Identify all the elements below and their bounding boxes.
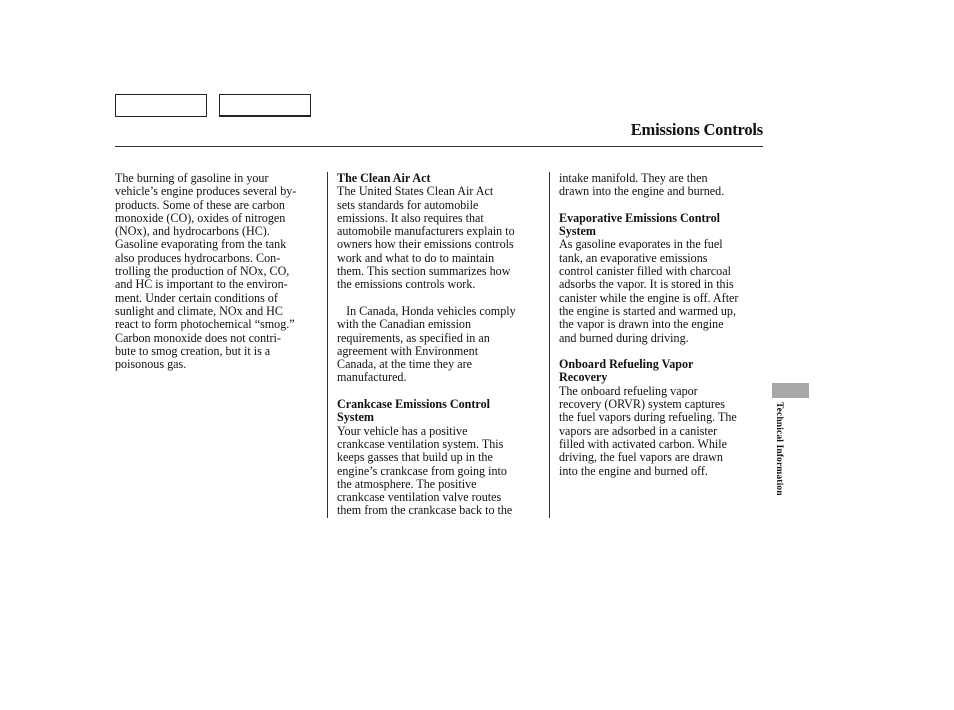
section-heading-line: System <box>337 410 374 425</box>
page-title: Emissions Controls <box>630 120 763 139</box>
section-heading-line: Onboard Refueling Vapor <box>559 357 694 372</box>
body-text-line: ment. Under certain conditions of <box>115 290 278 305</box>
body-text-line: automobile manufacturers explain to <box>337 224 515 239</box>
body-text-line: vapors are adsorbed in a canister <box>559 423 718 438</box>
paragraph-gap <box>337 292 543 305</box>
body-text-line: sets standards for automobile <box>337 197 479 212</box>
paragraph-gap <box>337 385 543 398</box>
body-text-line: vehicle’s engine produces several by- <box>115 184 297 199</box>
text-column-2 <box>337 172 543 518</box>
body-text-line: emissions. It also requires that <box>337 210 484 225</box>
body-text-line: with the Canadian emission <box>337 317 472 332</box>
body-text-line: engine’s crankcase from going into <box>337 463 507 478</box>
body-text-line: trolling the production of NOx, CO, <box>115 264 290 279</box>
body-text-line: As gasoline evaporates in the fuel <box>559 237 723 252</box>
body-text-line: Carbon monoxide does not contri- <box>115 330 281 345</box>
body-text-line: the vapor is drawn into the engine <box>559 317 724 332</box>
body-text-line: intake manifold. They are then <box>559 171 708 185</box>
body-text-line: owners how their emissions controls <box>337 237 514 252</box>
paragraph-gap <box>559 345 763 358</box>
body-text-line: (NOx), and hydrocarbons (HC). <box>115 224 270 239</box>
body-text-line: Your vehicle has a positive <box>337 423 468 438</box>
column-divider <box>549 172 550 518</box>
body-text-line: them from the crankcase back to the <box>337 503 513 518</box>
body-text-line: products. Some of these are carbon <box>115 197 285 212</box>
body-text-line: The United States Clean Air Act <box>337 184 494 199</box>
body-text-line: requirements, as specified in an <box>337 330 490 345</box>
section-tab-marker[interactable] <box>772 383 809 398</box>
body-text-line: Gasoline evaporating from the tank <box>115 237 287 252</box>
body-text-line: recovery (ORVR) system captures <box>559 397 725 412</box>
section-side-label: Technical Information <box>774 402 785 496</box>
body-text-line: into the engine and burned off. <box>559 463 708 478</box>
body-text-line: monoxide (CO), oxides of nitrogen <box>115 210 286 225</box>
body-text-line: manufactured. <box>337 370 407 385</box>
body-text-line: The onboard refueling vapor <box>559 383 698 398</box>
body-text-line: sunlight and climate, NOx and HC <box>115 303 283 318</box>
body-text-line: filled with activated carbon. While <box>559 436 728 451</box>
body-text-line: crankcase ventilation valve routes <box>337 490 502 505</box>
body-text-line: the fuel vapors during refueling. The <box>559 410 737 425</box>
text-column-1 <box>115 172 323 371</box>
body-text-line: work and what to do to maintain <box>337 250 495 265</box>
body-text-line: tank, an evaporative emissions <box>559 250 708 265</box>
section-heading-line: Evaporative Emissions Control <box>559 210 721 225</box>
body-text-line: agreement with Environment <box>337 343 479 358</box>
section-heading-line: Recovery <box>559 370 608 385</box>
body-text-line: drawn into the engine and burned. <box>559 184 725 199</box>
section-heading-line: System <box>559 224 596 239</box>
paragraph-gap <box>559 199 763 212</box>
text-column-3 <box>559 172 763 478</box>
body-text-line: adsorbs the vapor. It is stored in this <box>559 277 734 292</box>
body-text-line: crankcase ventilation system. This <box>337 436 504 451</box>
body-text-line: canister while the engine is off. After <box>559 290 739 305</box>
body-text-line: control canister filled with charcoal <box>559 264 731 279</box>
section-heading-line: The Clean Air Act <box>337 171 431 185</box>
body-text-line: Canada, at the time they are <box>337 357 472 372</box>
body-text-line: and HC is important to the environ- <box>115 277 288 292</box>
body-text-line: keeps gasses that build up in the <box>337 450 493 465</box>
body-text-line: react to form photochemical “smog.” <box>115 317 295 332</box>
nav-button-previous[interactable] <box>115 94 207 117</box>
column-divider <box>327 172 328 518</box>
body-text-line: and burned during driving. <box>559 330 689 345</box>
section-heading-line: Crankcase Emissions Control <box>337 397 490 412</box>
body-text-line: also produces hydrocarbons. Con- <box>115 250 281 265</box>
body-text-line: them. This section summarizes how <box>337 264 511 279</box>
body-text-line: the emissions controls work. <box>337 277 476 292</box>
body-text-line: driving, the fuel vapors are drawn <box>559 450 723 465</box>
body-text-line: The burning of gasoline in your <box>115 171 269 185</box>
body-text-line: poisonous gas. <box>115 357 187 372</box>
body-text-line: bute to smog creation, but it is a <box>115 343 271 358</box>
body-text-line: the atmosphere. The positive <box>337 476 477 491</box>
title-rule <box>115 146 763 147</box>
body-text-line: the engine is started and warmed up, <box>559 303 736 318</box>
nav-button-contents[interactable] <box>219 94 311 117</box>
body-text-line: In Canada, Honda vehicles comply <box>337 303 516 318</box>
